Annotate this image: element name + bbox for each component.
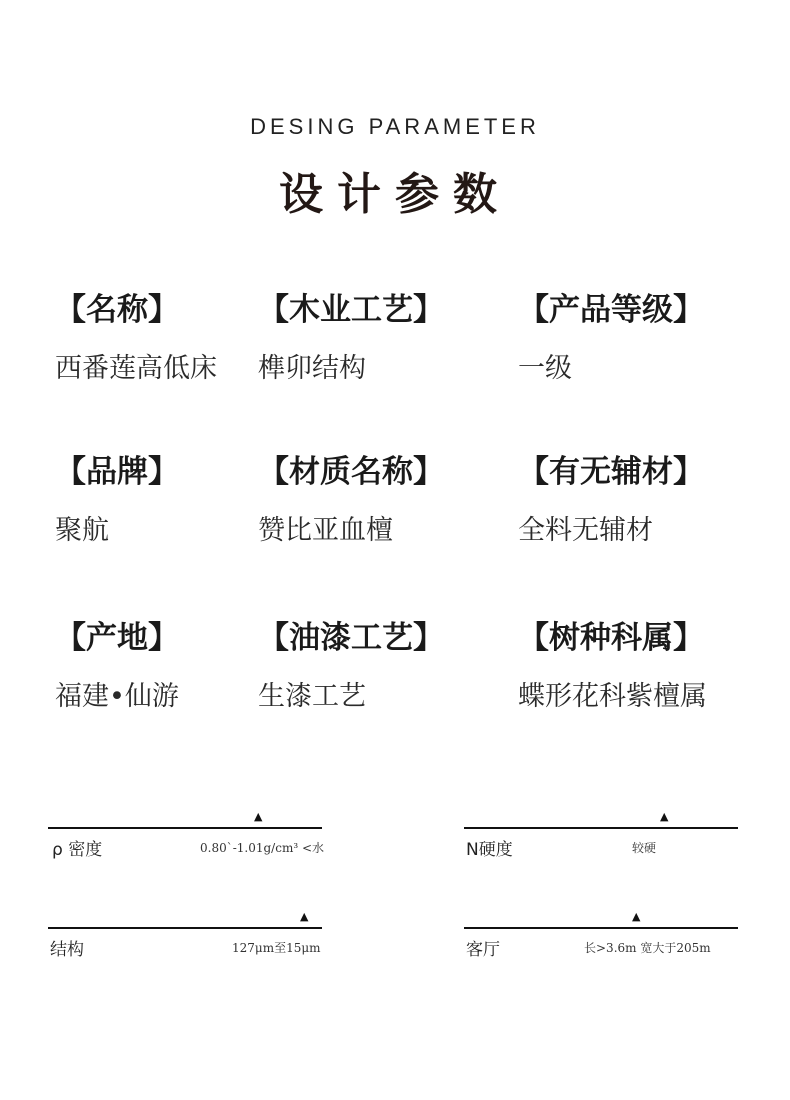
gauge-value: 较硬 <box>632 841 657 855</box>
density-gauge <box>48 811 322 871</box>
gauge-label: N硬度 <box>466 840 513 860</box>
gauge-label: 结构 <box>50 940 84 960</box>
param-value: 榫卯结构 <box>258 353 366 384</box>
param-material <box>258 452 508 548</box>
page-subtitle: DESING PARAMETER <box>250 114 540 139</box>
triangle-marker-icon: ▲ <box>254 810 263 823</box>
param-label: 【名称】 <box>55 292 179 328</box>
param-value: 福建•仙游 <box>55 681 179 712</box>
param-label: 【树种科属】 <box>518 620 704 656</box>
param-label: 【产地】 <box>55 620 179 656</box>
param-value: 西番莲高低床 <box>55 353 217 384</box>
gauge-line <box>464 827 738 829</box>
triangle-marker-icon: ▲ <box>300 910 309 923</box>
param-value: 全料无辅材 <box>518 515 653 546</box>
param-label: 【产品等级】 <box>518 292 704 328</box>
param-label: 【木业工艺】 <box>258 292 444 328</box>
hardness-gauge <box>464 811 738 871</box>
gauge-line <box>48 927 322 929</box>
param-value: 一级 <box>518 353 572 384</box>
param-label: 【油漆工艺】 <box>258 620 444 656</box>
param-grade <box>518 290 768 386</box>
page-title: 设计参数 <box>279 169 511 220</box>
living-room-gauge <box>464 911 738 971</box>
param-label: 【品牌】 <box>55 454 179 490</box>
gauge-label: 客厅 <box>466 940 500 960</box>
param-value: 生漆工艺 <box>258 681 366 712</box>
gauge-value: 长>3.6m 宽大于205m <box>584 941 711 955</box>
param-value: 蝶形花科紫檀属 <box>518 681 707 712</box>
param-value: 赞比亚血檀 <box>258 515 393 546</box>
gauge-value: 0.80`-1.01g/cm³ <水 <box>200 841 324 855</box>
param-value: 聚航 <box>55 515 109 546</box>
gauge-line <box>464 927 738 929</box>
triangle-marker-icon: ▲ <box>632 910 641 923</box>
gauge-label: ρ 密度 <box>52 840 103 860</box>
gauge-value: 127μm至15μm <box>232 941 321 955</box>
param-label: 【材质名称】 <box>258 454 444 490</box>
param-species <box>518 618 768 714</box>
param-label: 【有无辅材】 <box>518 454 704 490</box>
gauge-line <box>48 827 322 829</box>
param-auxiliary <box>518 452 768 548</box>
triangle-marker-icon: ▲ <box>660 810 669 823</box>
param-wood-craft <box>258 290 508 386</box>
param-paint-craft <box>258 618 508 714</box>
structure-gauge <box>48 911 322 971</box>
